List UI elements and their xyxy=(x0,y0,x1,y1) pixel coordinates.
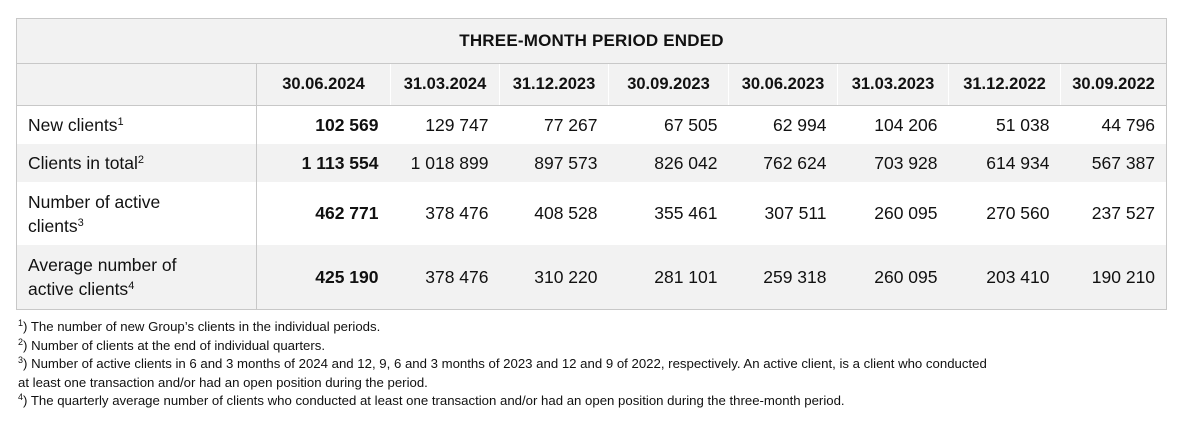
header-row xyxy=(17,64,1167,106)
table-cell: 307 511 xyxy=(729,182,838,245)
row-label-text-line2: clients xyxy=(28,215,78,236)
table-cell: 190 210 xyxy=(1061,245,1167,310)
table-row-new-clients xyxy=(17,106,1167,145)
table-cell: 355 461 xyxy=(609,182,729,245)
row-label xyxy=(17,144,257,182)
clients-table-container xyxy=(16,18,1166,310)
column-header: 30.06.2023 xyxy=(729,64,838,106)
table-cell: 62 994 xyxy=(729,106,838,145)
footnote-marker: 1 xyxy=(18,318,24,328)
column-header: 31.03.2023 xyxy=(838,64,949,106)
table-cell: 826 042 xyxy=(609,144,729,182)
footnote-continuation: at least one transaction and/or had an open position during the period. xyxy=(18,374,428,390)
table-title-row xyxy=(17,19,1167,64)
row-label xyxy=(17,245,257,310)
table-cell: 67 505 xyxy=(609,106,729,145)
footnote xyxy=(18,392,1168,411)
table-cell: 51 038 xyxy=(949,106,1061,145)
column-header: 30.06.2024 xyxy=(257,64,391,106)
footnote-ref: 2 xyxy=(137,154,145,166)
footnote xyxy=(18,318,1168,337)
table-cell: 260 095 xyxy=(838,245,949,310)
table-cell: 310 220 xyxy=(500,245,609,310)
table-cell: 104 206 xyxy=(838,106,949,145)
table-row-average-active-clients xyxy=(17,245,1167,310)
column-header: 30.09.2022 xyxy=(1061,64,1167,106)
footnote-text: ) The quarterly average number of clients who conducted at least one transaction and/or had an open position during the three-month period. xyxy=(23,393,845,408)
table-cell: 270 560 xyxy=(949,182,1061,245)
footnote-ref: 1 xyxy=(117,116,124,128)
footnote-marker: 2 xyxy=(18,336,24,347)
footnote xyxy=(18,337,1168,356)
table-cell: 378 476 xyxy=(391,245,500,310)
footnote xyxy=(18,355,1168,392)
footnote-text: ) Number of clients at the end of individual quarters. xyxy=(23,337,326,353)
footnote-marker: 3 xyxy=(18,355,24,365)
row-label-text: Clients in total xyxy=(28,153,138,173)
footnotes xyxy=(18,318,1168,411)
table-cell: 408 528 xyxy=(500,182,609,245)
column-header: 30.09.2023 xyxy=(609,64,729,106)
table-cell: 762 624 xyxy=(729,144,838,182)
table-title: THREE-MONTH PERIOD ENDED xyxy=(17,19,1167,64)
footnote-marker: 4 xyxy=(18,392,24,402)
table-cell: 897 573 xyxy=(500,144,609,182)
column-header: 31.12.2022 xyxy=(949,64,1061,106)
table-cell: 129 747 xyxy=(391,106,500,145)
footnote-text: ) The number of new Group’s clients in the individual periods. xyxy=(23,319,381,334)
table-cell: 260 095 xyxy=(838,182,949,245)
table-cell: 703 928 xyxy=(838,144,949,182)
table-cell: 259 318 xyxy=(729,245,838,310)
row-label-text-line1: Average number of xyxy=(28,255,177,275)
clients-table xyxy=(16,18,1167,310)
table-cell: 378 476 xyxy=(391,182,500,245)
table-cell: 44 796 xyxy=(1061,106,1167,145)
row-label-text-line2: active clients xyxy=(28,279,129,299)
header-blank-cell xyxy=(17,64,257,106)
table-cell: 425 190 xyxy=(257,245,391,310)
table-cell: 102 569 xyxy=(257,106,391,145)
column-header: 31.03.2024 xyxy=(391,64,500,106)
row-label xyxy=(17,106,257,145)
table-cell: 1 113 554 xyxy=(257,144,391,182)
footnote-ref: 4 xyxy=(128,280,135,292)
table-cell: 281 101 xyxy=(609,245,729,310)
column-header: 31.12.2023 xyxy=(500,64,609,106)
table-cell: 77 267 xyxy=(500,106,609,145)
footnote-text: ) Number of active clients in 6 and 3 months of 2024 and 12, 9, 6 and 3 months of 2023 and 12 and 9 of 2022, respectively. An active client, is a client who conducted xyxy=(23,356,987,371)
table-cell: 614 934 xyxy=(949,144,1061,182)
table-row-active-clients xyxy=(17,182,1167,245)
table-cell: 203 410 xyxy=(949,245,1061,310)
table-cell: 1 018 899 xyxy=(391,144,500,182)
footnote-ref: 3 xyxy=(77,216,84,229)
table-cell: 462 771 xyxy=(257,182,391,245)
table-cell: 567 387 xyxy=(1061,144,1167,182)
row-label xyxy=(17,182,257,245)
row-label-text-line1: Number of active xyxy=(28,191,161,212)
row-label-text: New clients xyxy=(28,115,118,135)
table-cell: 237 527 xyxy=(1061,182,1167,245)
table-row-clients-in-total xyxy=(17,144,1167,182)
